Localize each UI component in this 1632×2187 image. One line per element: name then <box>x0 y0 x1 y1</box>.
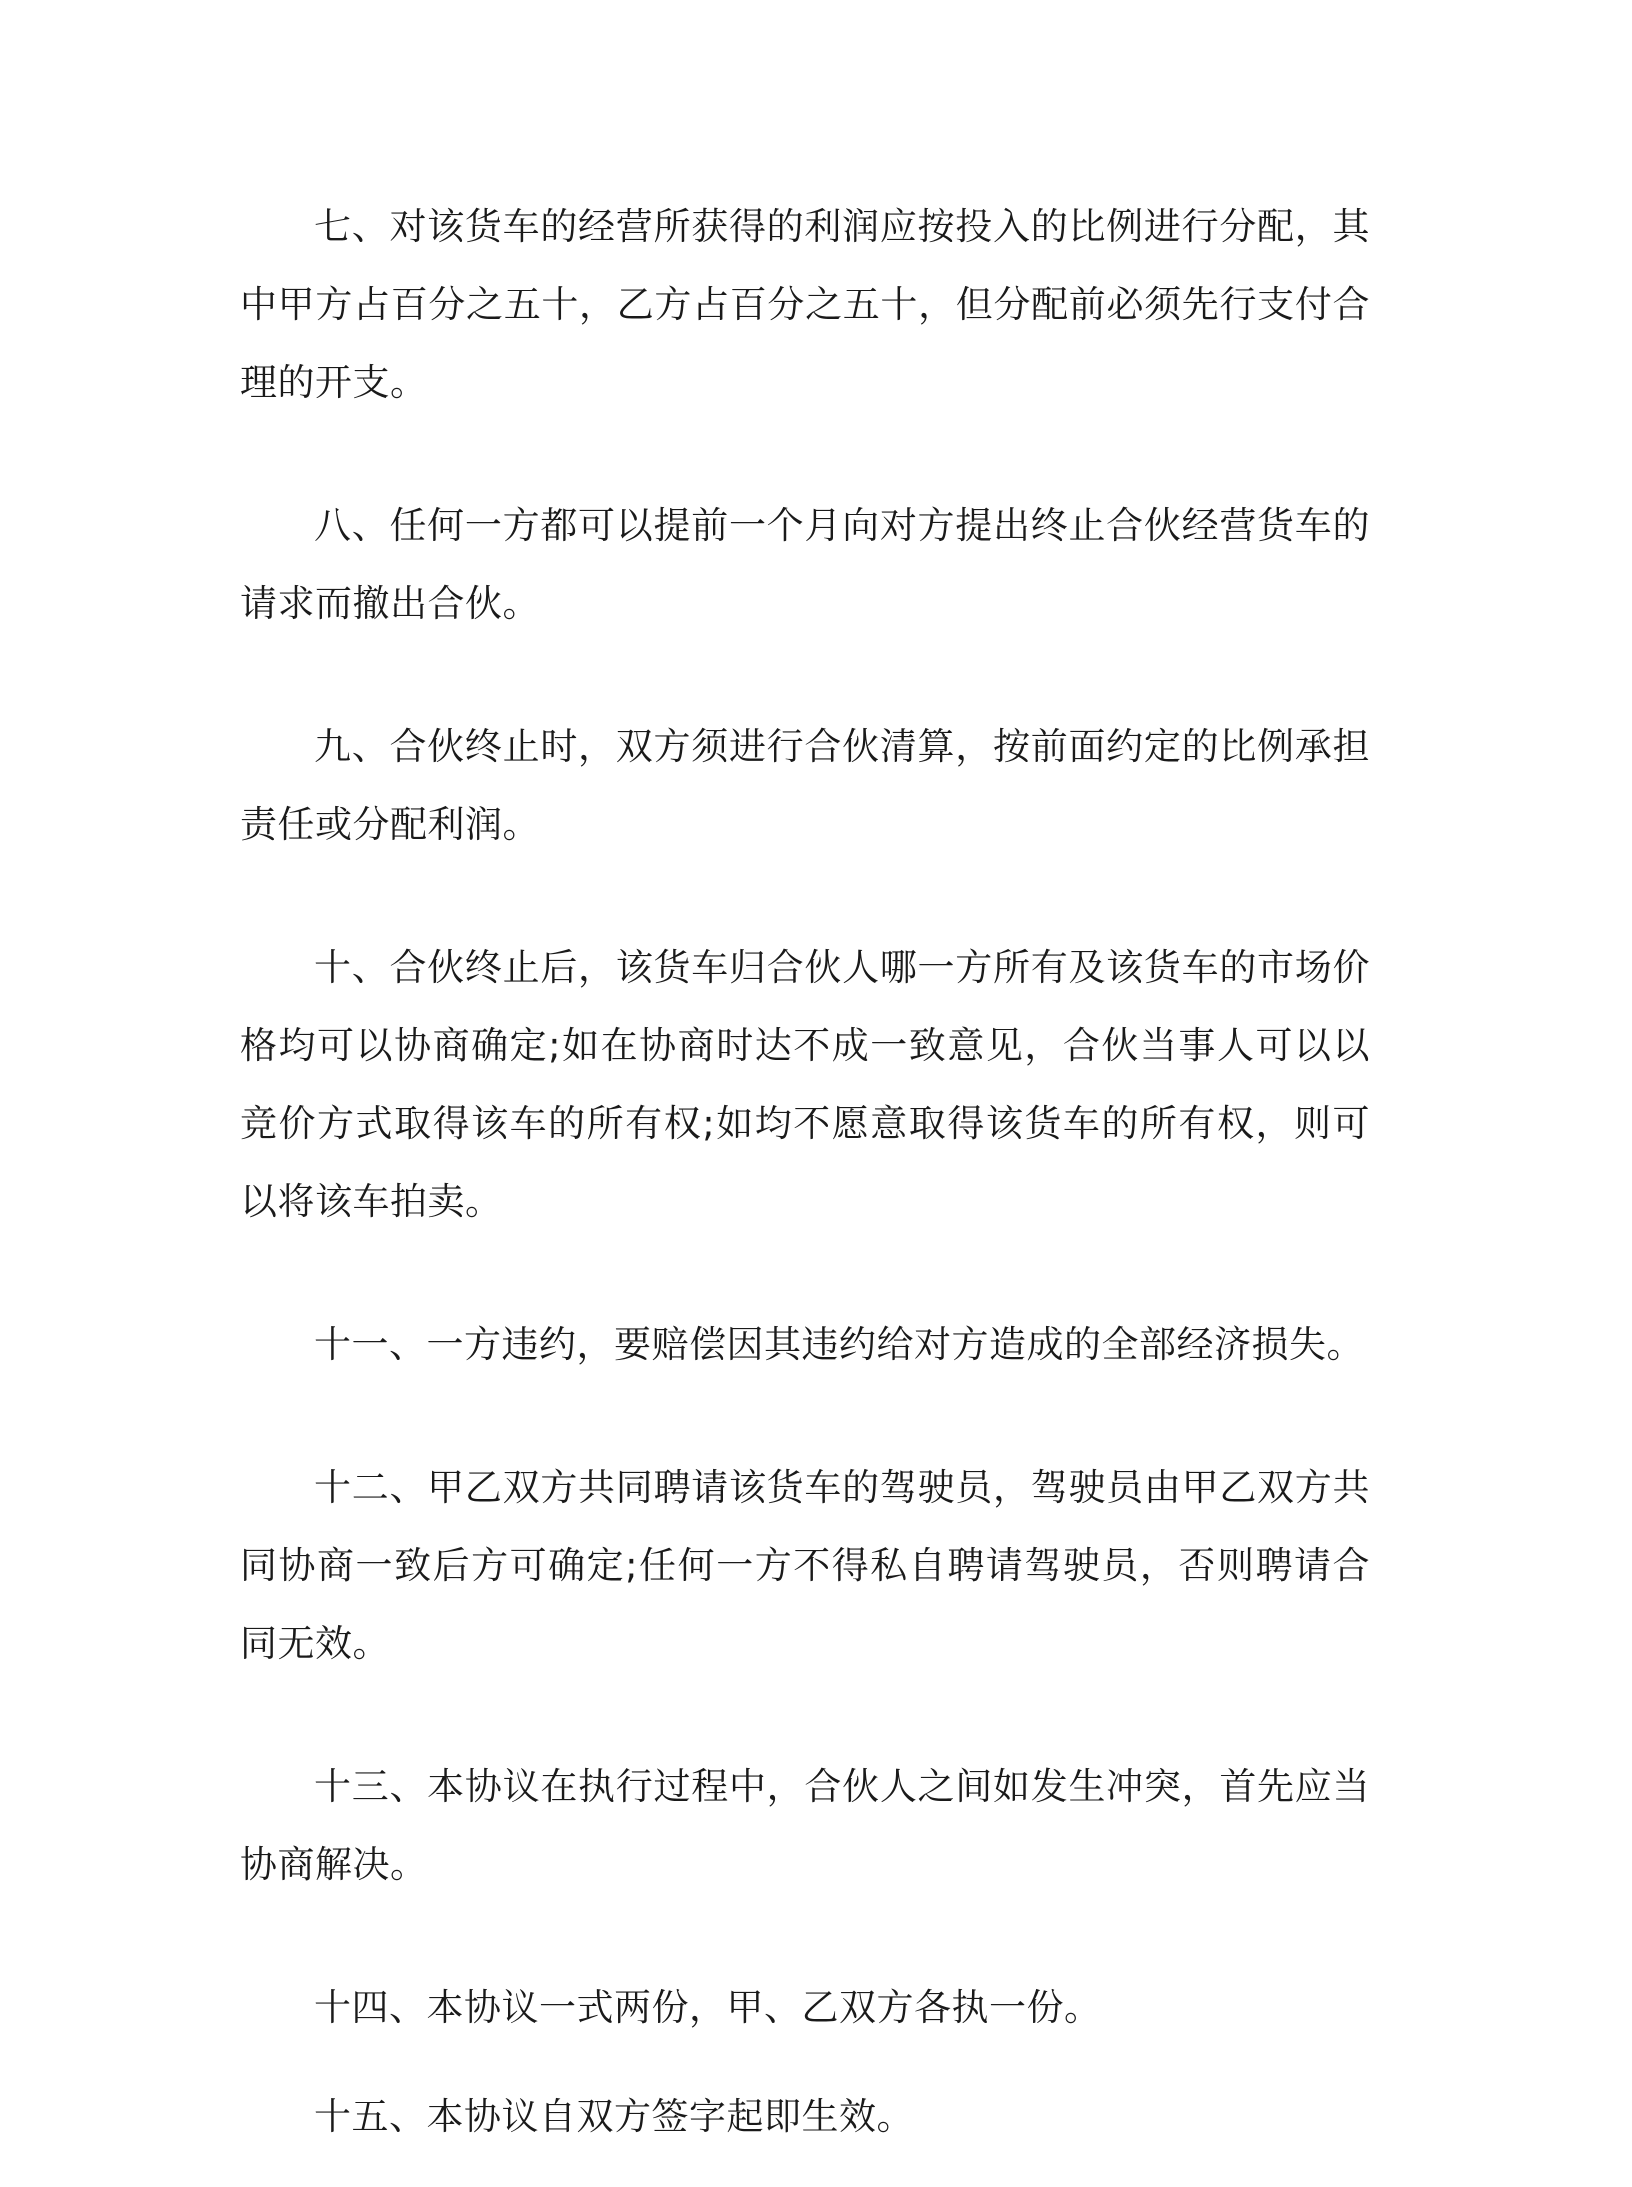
clause-11: 十一、一方违约，要赔偿因其违约给对方造成的全部经济损失。 <box>314 1323 1364 1366</box>
clause-12: 十二、甲乙双方共同聘请该货车的驾驶员，驾驶员由甲乙双方共同协商一致后方可确定;任何一方不得私自聘请驾驶员，否则聘请合同无效。 <box>240 1466 1370 1665</box>
clause-13: 十三、本协议在执行过程中，合伙人之间如发生冲突，首先应当协商解决。 <box>240 1765 1370 1886</box>
clause-9: 九、合伙终止时，双方须进行合伙清算，按前面约定的比例承担责任或分配利润。 <box>240 725 1370 846</box>
clause-10: 十、合伙终止后，该货车归合伙人哪一方所有及该货车的市场价格均可以协商确定;如在协商时达不成一致意见，合伙当事人可以以竞价方式取得该车的所有权;如均不愿意取得该货车的所有权，则可以将该车拍卖。 <box>240 946 1370 1223</box>
clause-8: 八、任何一方都可以提前一个月向对方提出终止合伙经营货车的请求而撤出合伙。 <box>240 504 1370 625</box>
clause-7: 七、对该货车的经营所获得的利润应按投入的比例进行分配，其中甲方占百分之五十，乙方占百分之五十，但分配前必须先行支付合理的开支。 <box>240 205 1370 404</box>
document-body <box>240 188 1370 2187</box>
clause-14: 十四、本协议一式两份，甲、乙双方各执一份。 <box>314 1986 1102 2029</box>
clause-15: 十五、本协议自双方签字起即生效。 <box>314 2095 914 2138</box>
